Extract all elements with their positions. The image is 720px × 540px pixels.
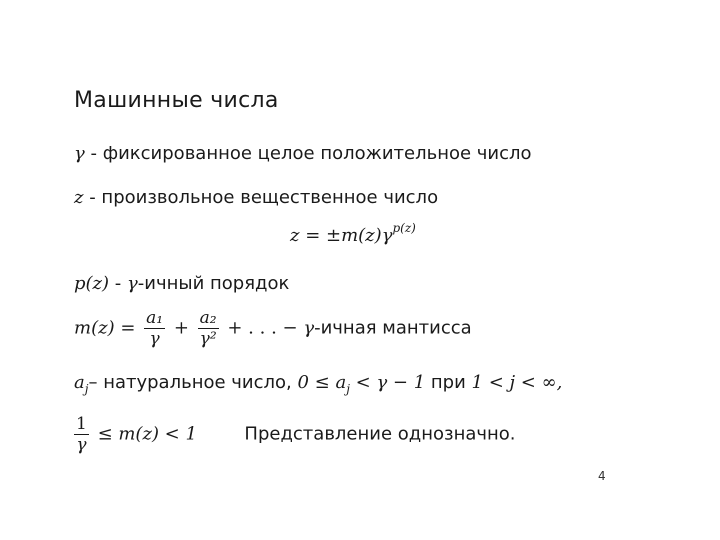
z-definition: [74, 187, 438, 208]
fraction-1-denominator: γ: [76, 435, 87, 455]
j-range: 1 < j < ∞,: [471, 372, 563, 393]
fraction-a1-gamma: [144, 308, 165, 349]
order-gamma: γ: [127, 273, 138, 294]
fraction-a1-denominator: γ: [149, 329, 160, 349]
aj-text: – натуральное число,: [88, 372, 298, 393]
order-dash: -: [109, 273, 128, 294]
fraction-a2-denominator: γ²: [199, 329, 217, 349]
mantissa-text: -ичная мантисса: [314, 317, 472, 339]
aj-subscript: j: [84, 382, 89, 396]
slide-title: Машинные числа: [74, 88, 279, 113]
gamma-definition-text: - фиксированное целое положительное число: [84, 143, 532, 164]
order-text: -ичный порядок: [137, 273, 290, 294]
aj-condition-tail: < γ − 1: [349, 372, 426, 393]
mantissa-lhs: m(z) =: [74, 317, 136, 339]
aj-definition: [74, 372, 562, 396]
order-definition: [74, 273, 289, 294]
mantissa-definition: [74, 308, 472, 349]
uniqueness-text: Представление однозначно.: [244, 423, 516, 445]
formula-z: [290, 221, 416, 246]
z-definition-text: - произвольное вещественное число: [83, 187, 439, 208]
aj-symbol: a: [74, 372, 85, 393]
fraction-a2-gamma2: [198, 308, 219, 349]
formula-z-lhs: z = ±m(z)γ: [290, 225, 393, 246]
fraction-1-gamma: [74, 414, 89, 455]
gamma-definition: [74, 143, 532, 164]
mantissa-bounds: [74, 414, 516, 455]
plus-sign: +: [173, 317, 189, 339]
formula-z-exponent: p(z): [392, 221, 416, 235]
aj-condition-subscript: j: [346, 382, 350, 396]
fraction-a1-numerator: a₁: [146, 308, 164, 328]
aj-when-text: при: [425, 372, 472, 393]
z-symbol: z: [74, 187, 84, 208]
p-z-symbol: p(z): [74, 273, 110, 294]
fraction-1-numerator: 1: [76, 414, 87, 434]
gamma-symbol: γ: [74, 143, 85, 164]
series-tail: + . . . −: [227, 317, 298, 339]
page-number: 4: [598, 469, 606, 483]
aj-condition: 0 ≤ a: [297, 372, 347, 393]
bounds-inequality: ≤ m(z) < 1: [97, 423, 197, 445]
fraction-a2-numerator: a₂: [199, 308, 217, 328]
mantissa-gamma: γ: [303, 317, 315, 339]
